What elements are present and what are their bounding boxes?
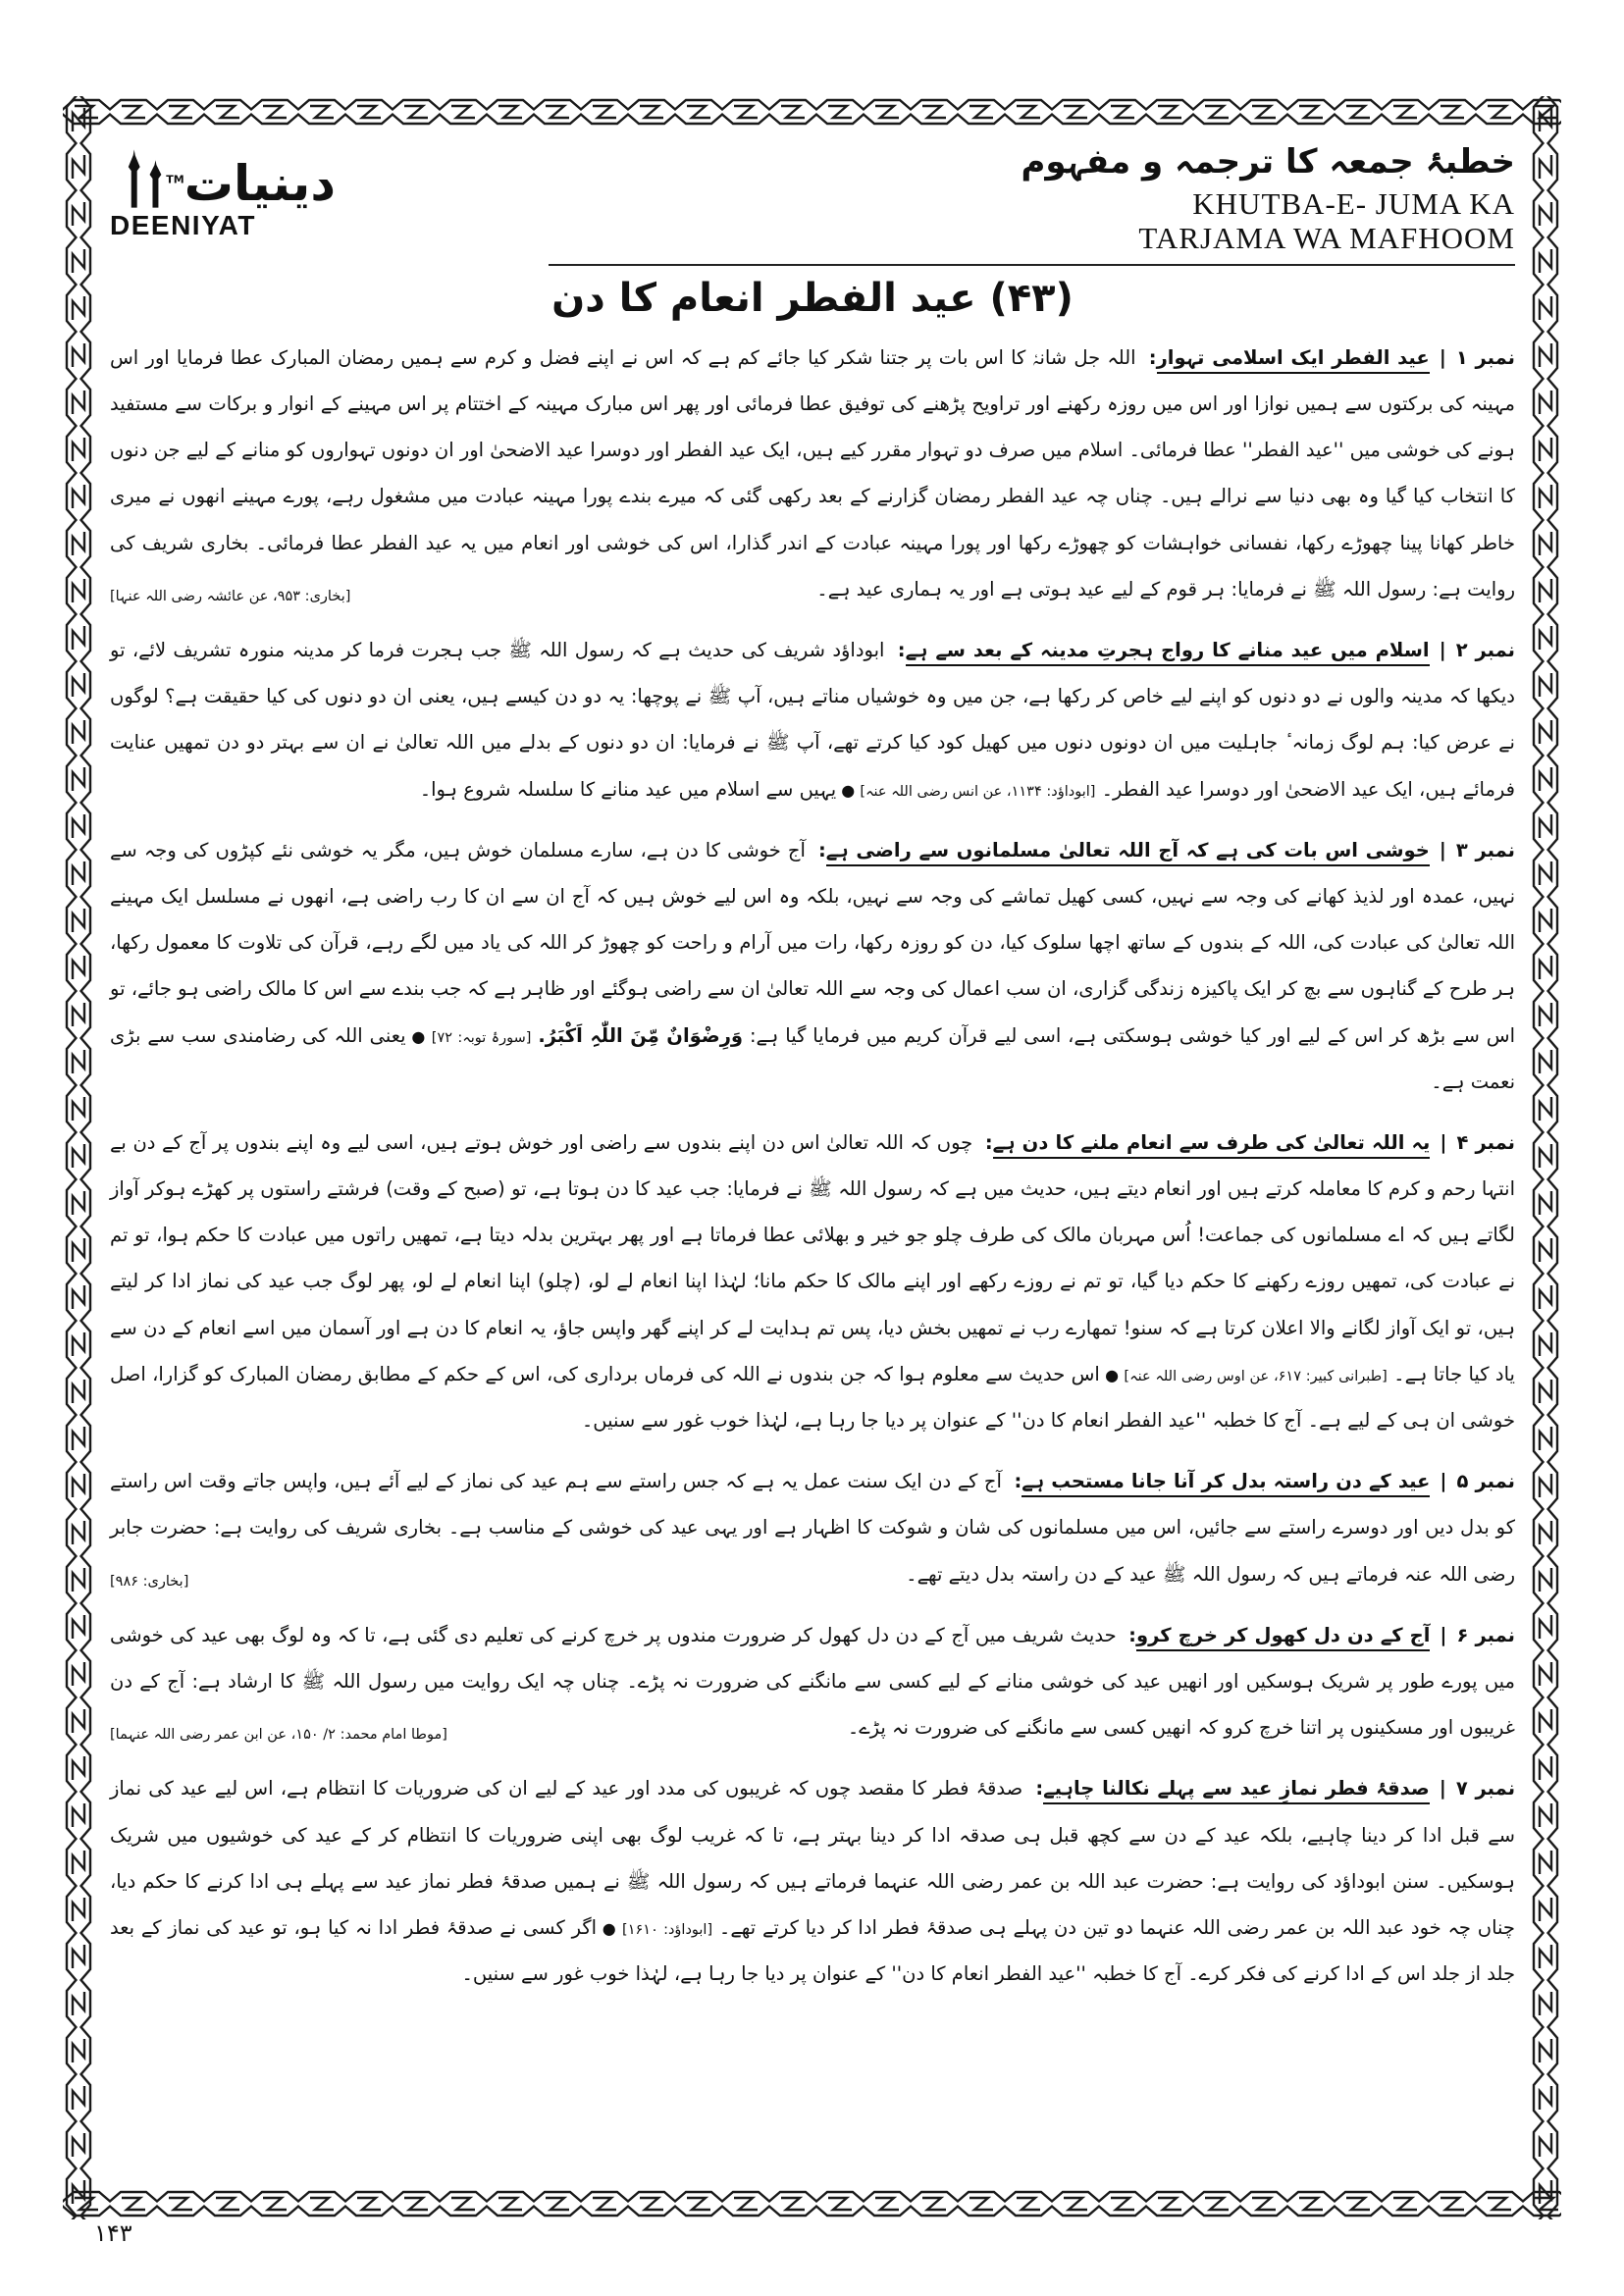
masthead-title-english-line2: TARJAMA WA MAFHOOM xyxy=(1138,221,1515,256)
section-heading: آج کے دن دل کھول کر خرچ کرو xyxy=(1136,1624,1430,1651)
citation: [طبرانی کبیر: ۶۱۷، عن اوس رضی اللہ عنہ] xyxy=(1124,1368,1388,1384)
body-text: یہیں سے اسلام میں عید منانے کا سلسلہ شروع ہوا۔ xyxy=(419,777,837,801)
section-number: نمبر ۲ xyxy=(1455,639,1516,661)
khutba-title: (۴۳) عید الفطر انعام کا دن xyxy=(551,275,1074,321)
section-paragraph xyxy=(110,1120,1515,1443)
section-number: نمبر ۳ xyxy=(1455,838,1515,861)
section-colon: : xyxy=(1148,345,1157,369)
section-paragraph xyxy=(110,1612,1515,1751)
section-divider: | xyxy=(1439,838,1446,861)
body-text: ● xyxy=(1099,1365,1125,1384)
section-colon: : xyxy=(817,838,826,861)
section-paragraph xyxy=(110,627,1515,812)
citation: [بخاری: ۹۸۶] xyxy=(110,1573,189,1590)
body-text: اس حدیث سے معلوم ہوا کہ جن بندوں نے اللہ کی فرماں برداری کی، اس کے حکم کے مطابق رمضان المبارک کو گزارا، اصل خوشی ان ہی کے لیے ہے۔ آج کا خطبہ ''عید الفطر انعام کا دن'' کے عنوان پر دیا جا رہا ہے، لہٰذا خوب غور سے سنیں۔ xyxy=(110,1362,1515,1432)
body-text: اگر کسی نے صدقۂ فطر ادا نہ کیا ہو، تو عید کی نماز کے بعد جلد از جلد اس کے ادا کرنے کی فکر کرے۔ آج کا خطبہ ''عید الفطر انعام کا دن'' کے عنوان پر دیا جا رہا ہے، لہٰذا خوب غور سے سنیں۔ xyxy=(110,1915,1515,1986)
section-colon: : xyxy=(1035,1777,1044,1800)
section-colon: : xyxy=(1014,1470,1022,1493)
deeniyat-logo xyxy=(110,135,336,241)
minaret-icon xyxy=(110,145,172,208)
section-divider: | xyxy=(1440,1130,1447,1154)
section-divider: | xyxy=(1439,345,1446,369)
page-content xyxy=(110,135,1515,2186)
section-heading: یہ اللہ تعالیٰ کی طرف سے انعام ملنے کا دن ہے xyxy=(993,1131,1431,1159)
section-heading: عید کے دن راستہ بدل کر آنا جانا مستحب ہے xyxy=(1022,1470,1430,1497)
section-divider: | xyxy=(1439,639,1446,661)
citation: [ابوداؤد: ۱۱۳۴، عن انس رضی اللہ عنہ] xyxy=(860,783,1096,800)
body-text: ● xyxy=(405,1026,432,1046)
citation: [ابوداؤد: ۱۶۱۰] xyxy=(622,1921,713,1938)
body-text: ● xyxy=(597,1918,623,1938)
header-divider-rule xyxy=(549,264,1515,266)
section-body xyxy=(110,345,1515,604)
masthead-titles xyxy=(1021,135,1515,256)
section-body xyxy=(110,1131,1515,1432)
section-heading: اسلام میں عید منانے کا رواج ہجرتِ مدینہ کے بعد سے ہے xyxy=(906,639,1430,666)
trademark-symbol: TM xyxy=(166,173,184,186)
body-text: حدیث شریف میں آج کے دن دل کھول کر ضرورت مندوں پر خرچ کرنے کی تعلیم دی گئی ہے، تا کہ وہ لوگ بھی عید کی خوشی میں پورے طور پر شریک ہوسکیں اور انھیں عید کی خوشی منانے کے لیے کسی سے مانگنے کی ضرورت نہ پڑے۔ چناں چہ ایک روایت میں رسول اللہ ﷺ کا ارشاد ہے: آج کے دن غریبوں اور مسکینوں پر اتنا خرچ کرو کہ انھیں کسی سے مانگنے کی ضرورت نہ پڑے۔ xyxy=(110,1623,1515,1740)
section-paragraph xyxy=(110,1765,1515,1997)
logo-wordmark: DEENIYAT xyxy=(110,210,256,240)
section-divider: | xyxy=(1440,1623,1447,1646)
section-number: نمبر ۵ xyxy=(1456,1470,1515,1493)
section-divider: | xyxy=(1439,1777,1446,1800)
khutba-body xyxy=(110,335,1515,1997)
section-number: نمبر ۱ xyxy=(1455,345,1515,369)
masthead-title-english-line1: KHUTBA-E- JUMA KA xyxy=(1192,185,1515,221)
border-top-chain xyxy=(63,96,1561,128)
page-header xyxy=(110,135,1515,256)
body-text: آج کے دن ایک سنت عمل یہ ہے کہ جس راستے سے ہم عید کی نماز کے لیے آئے ہیں، واپس جاتے وقت اس راستے کو بدل دیں اور دوسرے راستے سے جائیں، اس میں مسلمانوں کی شان و شوکت کا اظہار ہے اور یہی عید کی خوشی کے مناسب ہے۔ بخاری شریف کی روایت ہے: حضرت جابر رضی اللہ عنہ فرماتے ہیں کہ رسول اللہ ﷺ عید کے دن راستہ بدل دیتے تھے۔ xyxy=(110,1470,1515,1586)
citation: [سورۂ توبہ: ۷۲] xyxy=(431,1029,532,1046)
body-text: یعنی اللہ کی رضامندی سب سے بڑی نعمت ہے۔ xyxy=(110,1023,1515,1093)
body-text: ● xyxy=(836,780,861,800)
section-paragraph xyxy=(110,827,1515,1105)
page-number: ۱۴۳ xyxy=(94,2219,132,2247)
border-right-chain xyxy=(1530,96,1561,2219)
section-divider: | xyxy=(1440,1470,1447,1493)
section-body xyxy=(110,839,1515,1093)
masthead-title-urdu: خطبۂ جمعہ کا ترجمہ و مفہوم xyxy=(1021,142,1515,182)
section-number: نمبر ۷ xyxy=(1455,1777,1516,1800)
section-colon: : xyxy=(984,1130,993,1154)
section-colon: : xyxy=(897,639,906,661)
section-body xyxy=(110,1777,1515,1985)
logo-arabic-text: دینیات™ xyxy=(166,155,336,212)
section-paragraph xyxy=(110,335,1515,612)
section-paragraph xyxy=(110,1458,1515,1597)
body-text: چوں کہ اللہ تعالیٰ اس دن اپنے بندوں سے راضی اور خوش ہوتے ہیں، اسی لیے وہ اپنے بندوں پر آج کے دن بے انتہا رحم و کرم کا معاملہ کرتے ہیں اور انعام دیتے ہیں، حدیث میں ہے کہ رسول اللہ ﷺ نے فرمایا: جب عید کا دن ہوتا ہے، تو (صبح کے وقت) فرشتے راستوں پر کھڑے ہوکر آواز لگاتے ہیں کہ اے مسلمانوں کی جماعت! اُس مہربان مالک کی طرف چلو جو خیر و بھلائی عطا فرماتا ہے اور پھر بہترین بدلہ دیتا ہے، تمھیں راتوں میں عبادت کا حکم ہوا، تو تم نے عبادت کی، تمھیں روزے رکھنے کا حکم دیا گیا، تو تم نے روزے رکھے اور اپنے مالک کا حکم مانا؛ لہٰذا اپنا انعام لے لو، (چلو) اپنا انعام لے لو، پھر لوگ جب عید کی نماز ادا کر لیتے ہیں، تو ایک آواز لگانے والا اعلان کرتا ہے کہ سنو! تمھارے رب نے تمھیں بخش دیا، پس تم ہدایت لے کر اپنے گھر واپس جاؤ، یہ انعام کا دن ہے اور آسمان میں اسے انعام کے دن سے یاد کیا جاتا ہے۔ xyxy=(110,1130,1515,1385)
section-heading: عید الفطر ایک اسلامی تہوار xyxy=(1157,346,1430,374)
body-text: صدقۂ فطر کا مقصد چوں کہ غریبوں کی مدد اور عید کے لیے ان کی ضروریات کا انتظام ہے، اس لیے عید کی نماز سے قبل ادا کر دینا چاہیے، بلکہ عید کے دن سے کچھ قبل ہی صدقہ ادا کر دینا بہتر ہے، تا کہ غریب لوگ بھی اپنی ضروریات کا انتظام کر کے عید کی خوشیوں میں شریک ہوسکیں۔ سنن ابوداؤد کی روایت ہے: حضرت عبد اللہ بن عمر رضی اللہ عنہما فرماتے ہیں کہ رسول اللہ ﷺ نے ہمیں صدقۂ فطر نماز عید سے پہلے ہی ادا کرنے کا حکم دیا، چناں چہ خود عبد اللہ بن عمر رضی اللہ عنہما دو تین دن پہلے ہی صدقۂ فطر ادا کر دیا کرتے تھے۔ xyxy=(110,1777,1515,1939)
section-colon: : xyxy=(1128,1623,1136,1646)
section-heading: خوشی اس بات کی ہے کہ آج اللہ تعالیٰ مسلمانوں سے راضی ہے xyxy=(826,839,1430,866)
section-heading: صدقۂ فطر نمازِ عید سے پہلے نکالنا چاہیے xyxy=(1043,1777,1430,1804)
citation: [موطا امام محمد: ۲/ ۱۵۰، عن ابن عمر رضی اللہ عنہما] xyxy=(110,1727,447,1744)
body-text: آج خوشی کا دن ہے، سارے مسلمان خوش ہیں، مگر یہ خوشی نئے کپڑوں کی وجہ سے نہیں، عمدہ اور لذیذ کھانے کی وجہ سے نہیں، کسی کھیل تماشے کی وجہ سے نہیں، بلکہ وہ اس لیے خوش ہیں کہ آج ان سے ان کا رب راضی ہے، انھوں نے مسلسل ایک مہینے اللہ تعالیٰ کی عبادت کی، اللہ کے بندوں کے ساتھ اچھا سلوک کیا، دن کو روزہ رکھا، رات میں آرام و راحت کو چھوڑ کر اللہ کی یاد میں لگے رہے، قرآن کی تلاوت کا معمول رکھا، ہر طرح کے گناہوں سے بچ کر ایک پاکیزہ زندگی گزاری، ان سب اعمال کی وجہ سے اللہ تعالیٰ ان سے راضی ہوگئے اور ظاہر ہے کہ جب بندے سے اس کا مالک راضی ہو جائے، تو اس سے بڑھ کر اس کے لیے اور کیا خوشی ہوسکتی ہے، اسی لیے قرآن کریم میں فرمایا گیا ہے: xyxy=(110,838,1515,1047)
citation: [بخاری: ۹۵۳، عن عائشہ رضی اللہ عنہا] xyxy=(110,588,351,604)
body-text: ابوداؤد شریف کی حدیث ہے کہ رسول اللہ ﷺ جب ہجرت فرما کر مدینہ منورہ تشریف لائے، تو دیکھا کہ مدینہ والوں نے دو دنوں کو اپنے لیے خاص کر رکھا ہے، جن میں وہ خوشیاں مناتے ہیں، آپ ﷺ نے پوچھا: یہ دو دن کیسے ہیں، یعنی ان دو دنوں کی کیا حقیقت ہے؟ لوگوں نے عرض کیا: ہم لوگ زمانہ ٔ جاہلیت میں ان دونوں دنوں میں کھیل کود کیا کرتے تھے، آپ ﷺ نے فرمایا: ان دو دنوں کے بدلے میں اللہ تعالیٰ نے ان سے بہتر دو دن تمھیں عنایت فرمائے ہیں، ایک عید الاضحیٰ اور دوسرا عید الفطر۔ xyxy=(110,639,1515,801)
section-number: نمبر ۴ xyxy=(1456,1130,1516,1154)
quran-verse: وَرِضْوَانٌ مِّنَ اللّٰہِ اَکْبَرُ. xyxy=(538,1023,744,1047)
border-left-chain xyxy=(63,96,94,2219)
body-text: اللہ جل شانہٗ کا اس بات پر جتنا شکر کیا جائے کم ہے کہ اس نے اپنے فضل و کرم سے ہمیں رمضان المبارک عطا فرمایا اور اس مہینہ کی برکتوں سے ہمیں نوازا اور اس میں روزہ رکھنے اور تراویح پڑھنے کی توفیق عطا فرمائی اور پھر اس مبارک مہینہ کے اختتام پر اس مہینے کے انوار و برکات سے مستفید ہونے کی خوشی میں ''عید الفطر'' عطا فرمائی۔ اسلام میں صرف دو تہوار مقرر کیے ہیں، ایک عید الفطر اور دوسرا عید الاضحیٰ اور ان دونوں تہواروں کو منانے کے لیے جن دنوں کا انتخاب کیا گیا وہ بھی دنیا سے نرالے ہیں۔ چناں چہ عید الفطر رمضان گزارنے کے بعد رکھی گئی کہ میرے بندے پورا مہینہ عبادت میں مشغول رہے، پورے مہینے انھوں نے میری خاطر کھانا پینا چھوڑے رکھا، نفسانی خواہشات کو چھوڑے رکھا اور پورا مہینہ عبادت کے اندر گذارا، اس کی خوشی اور انعام میں یہ عید الفطر عطا فرمائی۔ بخاری شریف کی روایت ہے: رسول اللہ ﷺ نے فرمایا: ہر قوم کے لیے عید ہوتی ہے اور یہ ہماری عید ہے۔ xyxy=(110,345,1515,600)
section-number: نمبر ۶ xyxy=(1456,1623,1515,1646)
border-bottom-chain xyxy=(63,2188,1561,2219)
